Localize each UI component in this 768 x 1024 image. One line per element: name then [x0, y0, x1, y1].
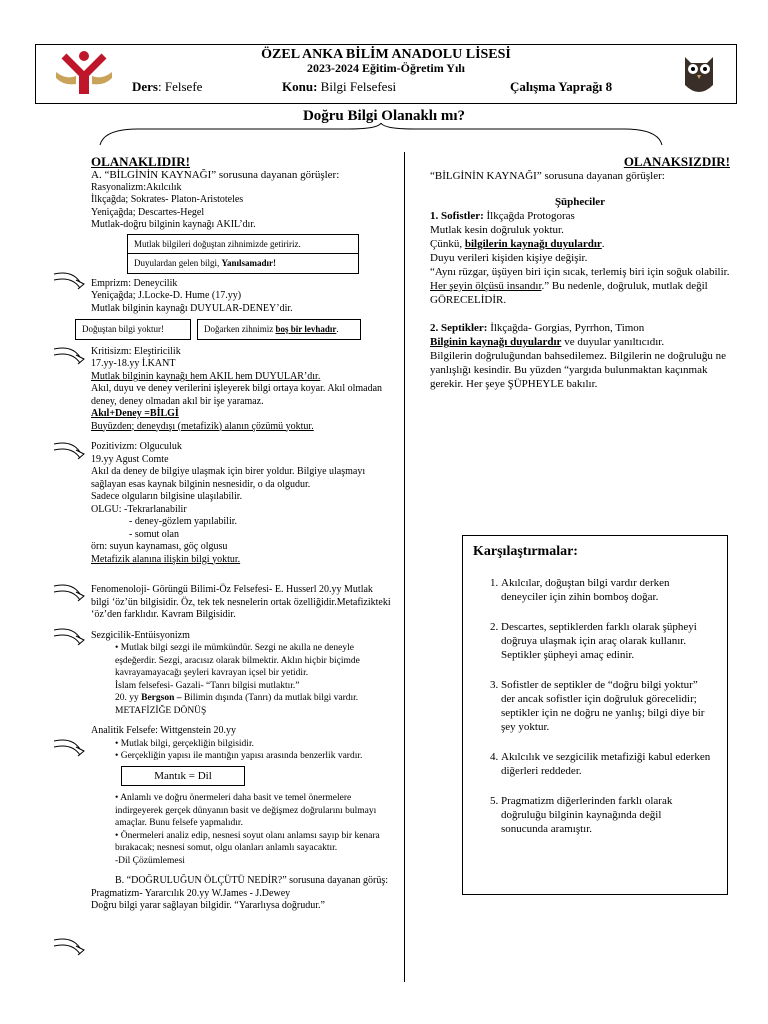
sofistler-label: 1. Sofistler:	[430, 210, 484, 222]
olanaksizdir-heading: OLANAKSIZDIR!	[623, 154, 730, 169]
rasyonalizm-line: Rasyonalizm:Akılcılık	[91, 181, 182, 193]
sezgi-bullet: • Mutlak bilgi sezgi ile mümkündür. Sezgi ne akılla ne deneyle eşdeğerdir. Sezgi, aracısız olarak bilmektir. Aklın hiçbir biçimde kavrayamayacağı şeyleri kavrayan içsel bir yetidir.	[115, 643, 360, 678]
ders-label: Ders	[132, 79, 158, 94]
bullet-text: Gerçekliğin yapısı ile mantığın yapısı arasında benzerlik vardır.	[120, 751, 363, 761]
analitik-bullet: • Önermeleri analiz edip, nesnesi soyut olanı anlamsı sayıp bir kenara bırakacak; nesnesi somut, olgu olanları anlamlı sayacaktır.	[115, 830, 380, 853]
arrow-icon	[52, 270, 86, 290]
septikler-line	[430, 321, 730, 335]
sofistler-text: Duyu verileri kişiden kişiye değişir.	[430, 252, 588, 264]
school-name: ÖZEL ANKA BİLİM ANADOLU LİSESİ	[261, 47, 511, 62]
ders-value: Felsefe	[164, 79, 203, 94]
comparison-item: 3. Sofistler de septikler de “doğru bilgi yoktur” der ancak sofistler için doğruluk görecelidir; septikler için ne doğru ne yanlış; bilgi diye bir şey yoktur.	[501, 678, 711, 734]
olgu-line: örn: suyun kaynaması, göç olgusu	[91, 541, 228, 552]
sofistler-line	[430, 209, 730, 223]
rasyonalizm-line: Mutlak-doğru bilginin kaynağı AKIL’dır.	[91, 219, 256, 230]
emprizm-line: Yeniçağda; J.Locke-D. Hume (17.yy)	[91, 290, 242, 301]
sezgicilik-heading: Sezgicilik-Entüisyonizm	[91, 629, 190, 641]
septikler-text	[430, 335, 730, 349]
analitik-heading: Analitik Felsefe: Wittgenstein 20.yy	[91, 725, 236, 736]
bullet-text: Önermeleri analiz edip, nesnesi soyut olanı anlamsı sayıp bir kenara bırakacak; nesnesi somut, olgu olanları anlamlı sayacaktır.	[115, 830, 380, 853]
comparison-item: 2. Descartes, septiklerden farklı olarak şüpheyi doğruya ulaşmak için araç olarak kullanır. Septikler şüpheyi amaç edinir.	[501, 620, 711, 662]
analitik-end: -Dil Çözümlemesi	[115, 855, 185, 866]
sezgi-line: İslam felsefesi- Gazali- “Tanrı bilgisi mutlaktır.”	[115, 680, 300, 691]
rasyonalizm-line: İlkçağda; Sokrates- Platon-Aristoteles	[91, 194, 244, 205]
left-column	[82, 154, 391, 913]
box-text: Duyulardan gelen bilgi,	[134, 258, 222, 268]
comparison-item: 1. Akılcılar, doğuştan bilgi vardır derken deneyciler için zihin bomboş doğar.	[501, 576, 711, 604]
section-b-heading: B. “DOĞRULUĞUN ÖLÇÜTÜ NEDİR?” sorusuna dayanan görüş:	[115, 875, 389, 886]
bullet-text: Anlamlı ve doğru önermeleri daha basit ve temel önermelere indirgeyerek gerçek dünyanın basit ve değişmez doğrularını bulmayı amaçlar. Bunu felsefe yapmalıdır.	[115, 793, 377, 828]
olgu-line: - deney-gözlem yapılabilir.	[129, 516, 238, 527]
arrow-icon	[52, 345, 86, 365]
fenomenoloji-text: Fenomenoloji- Görüngü Bilimi-Öz Felsefesi- E. Husserl 20.yy Mutlak bilgi ‘öz’ün bilgisidir. Öz, tek tek nesnelerin ortak özelliğidir.Metafizikteki ‘öz’den farklıdır. Kavram Bilgisidir.	[91, 584, 391, 620]
emprizm-box-2: Doğarken zihnimiz boş bir levhadır.	[197, 319, 361, 340]
right-sub: “BİLGİNİN KAYNAĞI” sorusuna dayanan görüşler:	[430, 170, 665, 182]
text-part: “Aynı rüzgar, üşüyen biri için sıcak, terlemiş biri için soğuk olabilir.	[430, 266, 730, 278]
rasyonalizm-line: Yeniçağda; Descartes-Hegel	[91, 206, 205, 218]
arrow-icon	[52, 936, 86, 956]
box-bold: boş bir levhadır	[275, 324, 337, 334]
sezgi-text: Bilimin dışında (Tanrı) da mutlak bilgi vardır. METAFİZİĞE DÖNÜŞ	[115, 693, 359, 716]
text-bold: Bilginin kaynağı duyulardır	[430, 336, 562, 348]
comparison-box	[462, 535, 728, 895]
page-title: Doğru Bilgi Olanaklı mı?	[302, 108, 466, 124]
arrow-icon	[52, 582, 86, 602]
pragmatizm-line: Pragmatizm- Yararcılık 20.yy W.James - J.Dewey	[91, 887, 291, 899]
konu-field	[282, 79, 396, 95]
septikler-label: 2. Septikler:	[430, 322, 488, 334]
right-column	[430, 154, 730, 391]
sofistler-title: İlkçağda Protogoras	[483, 210, 575, 222]
analitik-bullet: • Gerçekliğin yapısı ile mantığın yapısı arasında benzerlik vardır.	[115, 751, 363, 761]
kritisizm-text: Akıl, duyu ve deney verilerini işleyerek bilgi ortaya koyar. Akıl olmadan deney, deney olmadan akıl bir işe yaramaz.	[91, 383, 383, 407]
text-part: ve duyular yanıltıcıdır.	[561, 336, 665, 348]
emprizm-box-1: Doğuştan bilgi yoktur!	[75, 319, 191, 340]
rasyonalizm-box-1: Mutlak bilgileri doğuştan zihnimizde getiririz.	[127, 234, 359, 255]
kritisizm-formula: Akıl+Deney =BİLGİ	[91, 408, 179, 419]
sezgi-text: 20. yy	[115, 693, 142, 703]
rasyonalizm-box-2	[127, 254, 359, 274]
kritisizm-line: Mutlak bilginin kaynağı hem AKIL hem DUYULAR’dır.	[91, 370, 321, 382]
ders-field: Ders: Felsefe	[132, 79, 203, 94]
emprizm-boxes	[75, 319, 391, 340]
konu-label: Konu:	[282, 79, 318, 94]
arrow-icon	[52, 737, 86, 757]
text-bold: bilgilerin kaynağı duyulardır	[464, 238, 602, 250]
arrow-icon	[52, 626, 86, 646]
bullet-text: Mutlak bilgi, gerçekliğin bilgisidir.	[120, 738, 254, 749]
bullet-text: Mutlak bilgi sezgi ile mümkündür. Sezgi ne akılla ne deneyle eşdeğerdir. Sezgi, aracısız olarak bilmektir. Aklın hiçbir biçimde kavrayamayacağı şeyleri kavrayan içsel bir yetidir.	[115, 643, 360, 678]
analitik-bullet: • Mutlak bilgi, gerçekliğin bilgisidir.	[115, 738, 254, 749]
column-divider	[404, 152, 405, 982]
sheet-label: Çalışma Yaprağı 8	[510, 79, 613, 94]
pozitivizm-line: 19.yy Agust Comte	[91, 453, 169, 465]
comparison-list	[471, 576, 711, 852]
school-year: 2023-2024 Eğitim-Öğretim Yılı	[307, 61, 465, 75]
pozitivizm-line: Pozitivizm: Olguculuk	[91, 441, 182, 452]
sezgi-line	[91, 692, 391, 717]
mantik-box: Mantık = Dil	[121, 766, 245, 787]
kritisizm-line: 17.yy-18.yy İ.KANT	[91, 358, 176, 369]
box-bold: Yanılsamadır!	[221, 258, 276, 268]
pozitivizm-line: Sadece olguların bilgisine ulaşılabilir.	[91, 491, 243, 502]
emprizm-line: Emprizm: Deneycilik	[91, 277, 178, 289]
supheciler-heading: Şüpheciler	[554, 196, 606, 208]
header-box	[35, 44, 737, 104]
sofistler-text: Çünkü, bilgilerin kaynağı duyulardır.	[430, 238, 605, 250]
text-underline: Her şeyin ölçüsü insandır	[430, 280, 542, 292]
pozitivizm-line: Metafizik alanına ilişkin bilgi yoktur.	[91, 553, 241, 565]
olgu-line: OLGU: -Tekrarlanabilir	[91, 503, 187, 515]
septikler-text: Bilgilerin doğruluğundan bahsedilemez. Bilgilerin ne doğruluğu ne yanlışlığı kesindir. Bu yüzden “yargıda bulunmaktan kaçınmak gerekir. Her şeye ŞÜPHEYLE bakılır.	[430, 350, 727, 390]
pozitivizm-line: Akıl da deney de bilgiye ulaşmak için birer yoldur. Bilgiye ulaşmayı sağlayan esas kaynak bilginin nesnesidir, o da olgudur.	[91, 466, 366, 490]
olgu-line: - somut olan	[129, 528, 179, 540]
sofistler-text: Mutlak kesin doğruluk yoktur.	[430, 224, 564, 236]
comparison-title: Karşılaştırmalar:	[473, 544, 578, 559]
section-a-heading: A. “BİLGİNİN KAYNAĞI” sorusuna dayanan görüşler:	[91, 169, 340, 181]
sofistler-text	[430, 265, 730, 307]
text-part: .” Bu nedenle, doğruluk, mutlak değil GÖRECELİDİR.	[430, 280, 708, 306]
comparison-item: 5. Pragmatizm diğerlerinden farklı olarak doğruluğu bilginin kaynağında değil sonucunda aramıştır.	[501, 794, 711, 836]
septikler-title: İlkçağda- Gorgias, Pyrrhon, Timon	[487, 322, 645, 334]
sezgi-bold: Bergson –	[141, 693, 182, 703]
kritisizm-line: Buyüzden; deneydışı (metafizik) alanın çözümü yoktur.	[91, 420, 314, 432]
analitik-bullet: • Anlamlı ve doğru önermeleri daha basit ve temel önermelere indirgeyerek gerçek dünyanın basit ve değişmez doğrularını bulmayı amaçlar. Bunu felsefe yapmalıdır.	[115, 793, 377, 828]
kritisizm-line: Kritisizm: Eleştiricilik	[91, 345, 181, 357]
olanaklidir-heading: OLANAKLIDIR!	[91, 154, 190, 169]
konu-value: Bilgi Felsefesi	[320, 79, 397, 94]
owl-icon	[677, 49, 721, 99]
arrow-icon	[52, 440, 86, 460]
emprizm-line: Mutlak bilginin kaynağı DUYULAR-DENEY’dir.	[91, 302, 293, 314]
pragmatizm-line: Doğru bilgi yarar sağlayan bilgidir. “Yararlıysa doğrudur.”	[91, 900, 325, 911]
text-part: Çünkü,	[430, 238, 465, 250]
comparison-item: 4. Akılcılık ve sezgicilik metafiziği kabul ederken diğerleri reddeder.	[501, 750, 711, 778]
box-text: Doğarken zihnimiz	[204, 324, 276, 334]
title-bracket	[98, 123, 664, 147]
